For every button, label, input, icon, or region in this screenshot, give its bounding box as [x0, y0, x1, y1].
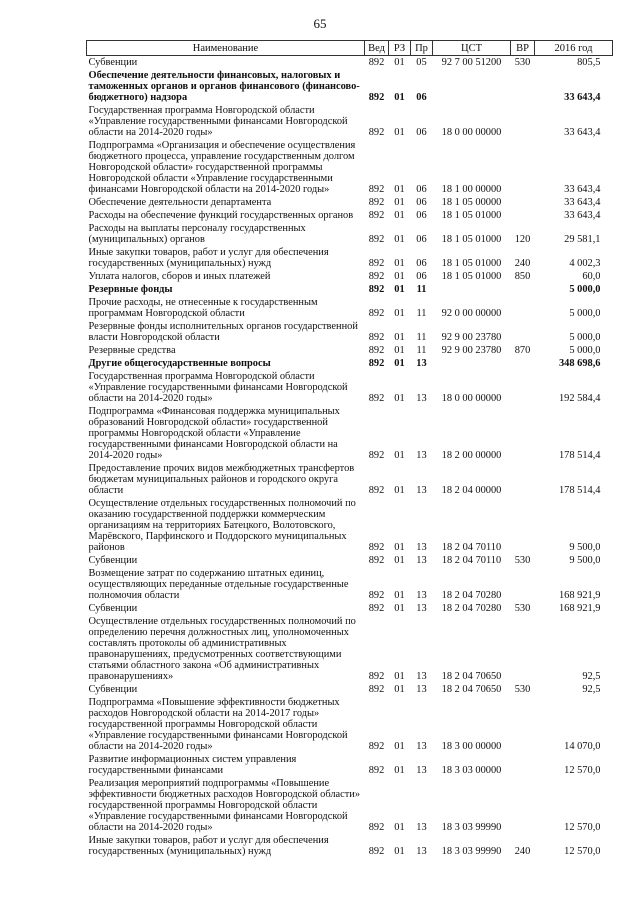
row-name: Возмещение затрат по содержанию штатных единиц, осуществляющих переданные отдельные государственные полномочия области: [88, 568, 349, 601]
row-vr: [511, 69, 535, 104]
row-pr: 13: [416, 603, 427, 614]
row-ved: 892: [368, 271, 385, 282]
row-ved: 892: [368, 765, 385, 776]
row-ved: 892: [368, 822, 385, 833]
table-row: [87, 602, 613, 615]
row-sum: 33 643,4: [564, 197, 601, 208]
header-vr: ВР: [511, 41, 535, 56]
row-ved: 892: [368, 485, 385, 496]
row-cst: 18 2 04 70110: [441, 555, 502, 566]
row-rz: 01: [394, 741, 405, 752]
row-name: Подпрограмма «Организация и обеспечение осуществления бюджетного процесса, управление государственным долгом Новгородской области» государственной программы Новгородской области «Управление государственными финансами Новгородской области на 2014-2020 годы»: [88, 140, 356, 195]
row-cst: 18 3 03 99990: [441, 822, 502, 833]
row-ved: 892: [368, 671, 385, 682]
row-rz: 01: [394, 358, 405, 369]
row-ved: 892: [368, 542, 385, 553]
row-pr: 11: [416, 284, 427, 295]
row-pr: 05: [416, 57, 427, 68]
table-row: [87, 69, 613, 104]
row-sum: 5 000,0: [569, 284, 601, 295]
row-pr: 13: [416, 684, 427, 695]
row-vr: 120: [514, 234, 531, 245]
table-row: [87, 283, 613, 296]
row-cst: 92 9 00 23780: [441, 332, 502, 343]
row-ved: 892: [368, 197, 385, 208]
row-ved: 892: [368, 393, 385, 404]
row-sum: 9 500,0: [569, 555, 601, 566]
row-cst: 18 3 03 00000: [441, 765, 502, 776]
row-pr: 06: [416, 271, 427, 282]
row-ved: 892: [368, 210, 385, 221]
table-row: [87, 357, 613, 370]
row-name: Субвенции: [88, 684, 138, 695]
row-sum: 33 643,4: [564, 127, 601, 138]
table-row: [87, 56, 613, 70]
row-pr: 13: [416, 358, 427, 369]
row-ved: 892: [368, 358, 385, 369]
row-cst: 18 2 00 00000: [441, 450, 502, 461]
row-sum: 178 514,4: [558, 485, 601, 496]
row-rz: 01: [394, 555, 405, 566]
row-name: Развитие информационных систем управления государственными финансами: [88, 754, 297, 776]
row-rz: 01: [394, 184, 405, 195]
row-cst: 18 3 00 00000: [441, 741, 502, 752]
row-name: Осуществление отдельных государственных полномочий по оказанию государственной поддержки коммерческим организациям на территориях Батецкого, Волотовского, Марёвского, Парфинского и Поддорского муниципальных районов: [88, 498, 356, 553]
row-rz: 01: [394, 671, 405, 682]
row-name: Реализация мероприятий подпрограммы «Повышение эффективности бюджетных расходов Новгородской области» государственной программы Новгородской области «Управление государственными финансами Новгородской области на 2014-2020 годы»: [88, 778, 361, 833]
row-sum: 805,5: [577, 57, 601, 68]
row-cst: 18 0 00 00000: [441, 393, 502, 404]
row-ved: 892: [368, 555, 385, 566]
row-rz: 01: [394, 234, 405, 245]
table-row: [87, 139, 613, 196]
row-name: Уплата налогов, сборов и иных платежей: [88, 271, 271, 282]
table-row: [87, 615, 613, 683]
row-name: Другие общегосударственные вопросы: [88, 358, 271, 369]
row-rz: 01: [394, 271, 405, 282]
row-ved: 892: [368, 234, 385, 245]
row-cst: 18 2 04 70650: [441, 671, 502, 682]
row-name: Резервные фонды: [88, 284, 173, 295]
table-row: [87, 196, 613, 209]
row-pr: 13: [416, 450, 427, 461]
row-cst: 92 7 00 51200: [441, 57, 502, 68]
header-name: Наименование: [87, 41, 365, 56]
row-cst: [433, 69, 511, 104]
row-vr: [511, 209, 535, 222]
row-sum: 60,0: [582, 271, 601, 282]
row-pr: 13: [416, 671, 427, 682]
row-cst: 92 9 00 23780: [441, 345, 502, 356]
row-rz: 01: [394, 542, 405, 553]
row-rz: 01: [394, 57, 405, 68]
row-sum: 5 000,0: [569, 345, 601, 356]
row-cst: 18 2 04 70650: [441, 684, 502, 695]
table-row: [87, 405, 613, 462]
row-name: Расходы на выплаты персоналу государственных (муниципальных) органов: [88, 223, 306, 245]
row-pr: 11: [416, 332, 427, 343]
row-pr: 06: [416, 210, 427, 221]
row-cst: 18 1 05 01000: [441, 271, 502, 282]
row-pr: 13: [416, 822, 427, 833]
row-sum: 33 643,4: [564, 92, 601, 103]
row-pr: 13: [416, 393, 427, 404]
row-name: Субвенции: [88, 57, 138, 68]
row-name: Иные закупки товаров, работ и услуг для обеспечения государственных (муниципальных) нужд: [88, 835, 329, 857]
row-sum: 92,5: [582, 684, 601, 695]
budget-table: [86, 40, 613, 858]
row-ved: 892: [368, 184, 385, 195]
row-rz: 01: [394, 765, 405, 776]
table-row: [87, 320, 613, 344]
header-rz: РЗ: [389, 41, 411, 56]
budget-table-container: [86, 40, 612, 858]
row-rz: 01: [394, 603, 405, 614]
row-name: Подпрограмма «Повышение эффективности бюджетных расходов Новгородской области на 2014-2017 годы» государственной программы Новгородской области «Управление государственными финансами Новгородской области на 2014-2020 годы»: [88, 697, 348, 752]
row-cst: 18 2 04 70280: [441, 603, 502, 614]
row-name: Субвенции: [88, 555, 138, 566]
row-cst: [433, 357, 511, 370]
row-pr: 06: [416, 197, 427, 208]
row-sum: 168 921,9: [558, 603, 601, 614]
row-vr: [511, 296, 535, 320]
row-sum: 29 581,1: [564, 234, 601, 245]
row-ved: 892: [368, 284, 385, 295]
table-row: [87, 222, 613, 246]
row-sum: 92,5: [582, 671, 601, 682]
header-ved: Вед: [365, 41, 389, 56]
row-vr: 530: [514, 684, 531, 695]
row-rz: 01: [394, 485, 405, 496]
row-vr: 870: [514, 345, 531, 356]
row-ved: 892: [368, 741, 385, 752]
row-rz: 01: [394, 92, 405, 103]
table-row: [87, 753, 613, 777]
row-cst: 18 1 05 01000: [441, 234, 502, 245]
row-rz: 01: [394, 684, 405, 695]
row-name: Прочие расходы, не отнесенные к государственным программам Новгородской области: [88, 297, 318, 319]
row-vr: [511, 196, 535, 209]
row-ved: 892: [368, 450, 385, 461]
row-name: Обеспечение деятельности финансовых, налоговых и таможенных органов и органов финансового (финансово-бюджетного) надзора: [88, 70, 360, 103]
row-name: Субвенции: [88, 603, 138, 614]
row-rz: 01: [394, 308, 405, 319]
row-ved: 892: [368, 846, 385, 857]
row-pr: 06: [416, 184, 427, 195]
row-pr: 13: [416, 765, 427, 776]
row-name: Государственная программа Новгородской области «Управление государственными финансами Новгородской области на 2014-2020 годы»: [88, 105, 348, 138]
row-vr: 530: [514, 555, 531, 566]
row-ved: 892: [368, 308, 385, 319]
table-row: [87, 209, 613, 222]
row-sum: 5 000,0: [569, 308, 601, 319]
table-row: [87, 246, 613, 270]
row-rz: 01: [394, 127, 405, 138]
table-row: [87, 270, 613, 283]
row-cst: 18 1 05 01000: [441, 258, 502, 269]
row-vr: [511, 139, 535, 196]
row-sum: 12 570,0: [564, 822, 601, 833]
row-pr: 06: [416, 127, 427, 138]
row-cst: 18 1 05 00000: [441, 197, 502, 208]
row-cst: 18 2 04 70110: [441, 542, 502, 553]
header-pr: Пр: [411, 41, 433, 56]
row-sum: 9 500,0: [569, 542, 601, 553]
row-sum: 12 570,0: [564, 765, 601, 776]
row-name: Резервные средства: [88, 345, 176, 356]
row-name: Подпрограмма «Финансовая поддержка муниципальных образований Новгородской области» государственной программы Новгородской области «Управление государственными финансами Новгородской области на 2014-2020 годы»: [88, 406, 340, 461]
row-cst: 18 1 00 00000: [441, 184, 502, 195]
row-vr: 530: [514, 57, 531, 68]
row-rz: 01: [394, 332, 405, 343]
row-vr: [511, 777, 535, 834]
table-row: [87, 567, 613, 602]
row-pr: 06: [416, 234, 427, 245]
row-rz: 01: [394, 258, 405, 269]
row-ved: 892: [368, 127, 385, 138]
row-ved: 892: [368, 332, 385, 343]
row-rz: 01: [394, 284, 405, 295]
row-pr: 13: [416, 590, 427, 601]
row-sum: 4 002,3: [569, 258, 601, 269]
row-name: Осуществление отдельных государственных полномочий по определению перечня должностных лиц, уполномоченных составлять протоколы об административных правонарушениях, предусмотренных соответствующими статьями областного закона «Об административных правонарушениях»: [88, 616, 356, 682]
row-cst: 18 1 05 01000: [441, 210, 502, 221]
row-ved: 892: [368, 603, 385, 614]
row-cst: 18 3 03 99990: [441, 846, 502, 857]
row-pr: 13: [416, 485, 427, 496]
row-sum: 178 514,4: [558, 450, 601, 461]
row-pr: 11: [416, 345, 427, 356]
row-sum: 168 921,9: [558, 590, 601, 601]
table-header: [87, 41, 613, 56]
table-row: [87, 696, 613, 753]
table-body: [87, 56, 613, 859]
row-name: Резервные фонды исполнительных органов государственной власти Новгородской области: [88, 321, 358, 343]
row-vr: [511, 405, 535, 462]
row-ved: 892: [368, 57, 385, 68]
row-vr: [511, 320, 535, 344]
row-vr: [511, 370, 535, 405]
row-cst: 18 0 00 00000: [441, 127, 502, 138]
row-cst: 18 2 04 00000: [441, 485, 502, 496]
row-vr: 530: [514, 603, 531, 614]
row-ved: 892: [368, 92, 385, 103]
row-sum: 5 000,0: [569, 332, 601, 343]
page-number: 65: [313, 16, 327, 31]
row-vr: [511, 753, 535, 777]
row-cst: 92 0 00 00000: [441, 308, 502, 319]
row-cst: [433, 283, 511, 296]
table-row: [87, 777, 613, 834]
table-row: [87, 344, 613, 357]
row-ved: 892: [368, 590, 385, 601]
table-row: [87, 834, 613, 858]
row-ved: 892: [368, 684, 385, 695]
row-name: Иные закупки товаров, работ и услуг для обеспечения государственных (муниципальных) нужд: [88, 247, 329, 269]
table-row: [87, 554, 613, 567]
row-sum: 192 584,4: [558, 393, 601, 404]
table-row: [87, 370, 613, 405]
row-ved: 892: [368, 345, 385, 356]
row-vr: [511, 696, 535, 753]
row-sum: 348 698,6: [558, 358, 601, 369]
table-row: [87, 462, 613, 497]
header-row: [87, 41, 613, 56]
row-sum: 14 070,0: [564, 741, 601, 752]
row-pr: 13: [416, 542, 427, 553]
row-rz: 01: [394, 822, 405, 833]
row-rz: 01: [394, 450, 405, 461]
row-vr: 850: [514, 271, 531, 282]
table-row: [87, 683, 613, 696]
row-vr: [511, 283, 535, 296]
row-ved: 892: [368, 258, 385, 269]
row-vr: [511, 567, 535, 602]
row-name: Государственная программа Новгородской области «Управление государственными финансами Новгородской области на 2014-2020 годы»: [88, 371, 348, 404]
table-row: [87, 296, 613, 320]
row-vr: [511, 615, 535, 683]
row-cst: 18 2 04 70280: [441, 590, 502, 601]
row-name: Обеспечение деятельности департамента: [88, 197, 272, 208]
row-sum: 33 643,4: [564, 184, 601, 195]
row-name: Расходы на обеспечение функций государственных органов: [88, 210, 354, 221]
row-vr: [511, 104, 535, 139]
row-sum: 33 643,4: [564, 210, 601, 221]
row-vr: [511, 357, 535, 370]
row-rz: 01: [394, 393, 405, 404]
header-cst: ЦСТ: [433, 41, 511, 56]
row-pr: 06: [416, 258, 427, 269]
row-pr: 13: [416, 846, 427, 857]
row-pr: 13: [416, 555, 427, 566]
table-row: [87, 104, 613, 139]
row-vr: 240: [514, 258, 531, 269]
row-rz: 01: [394, 345, 405, 356]
table-row: [87, 497, 613, 554]
row-rz: 01: [394, 197, 405, 208]
row-vr: [511, 497, 535, 554]
row-pr: 11: [416, 308, 427, 319]
row-rz: 01: [394, 210, 405, 221]
row-sum: 12 570,0: [564, 846, 601, 857]
row-vr: 240: [514, 846, 531, 857]
row-name: Предоставление прочих видов межбюджетных трансфертов бюджетам муниципальных районов и городского округа области: [88, 463, 355, 496]
row-rz: 01: [394, 846, 405, 857]
header-year: 2016 год: [535, 41, 613, 56]
row-vr: [511, 462, 535, 497]
row-pr: 06: [416, 92, 427, 103]
row-pr: 13: [416, 741, 427, 752]
row-rz: 01: [394, 590, 405, 601]
